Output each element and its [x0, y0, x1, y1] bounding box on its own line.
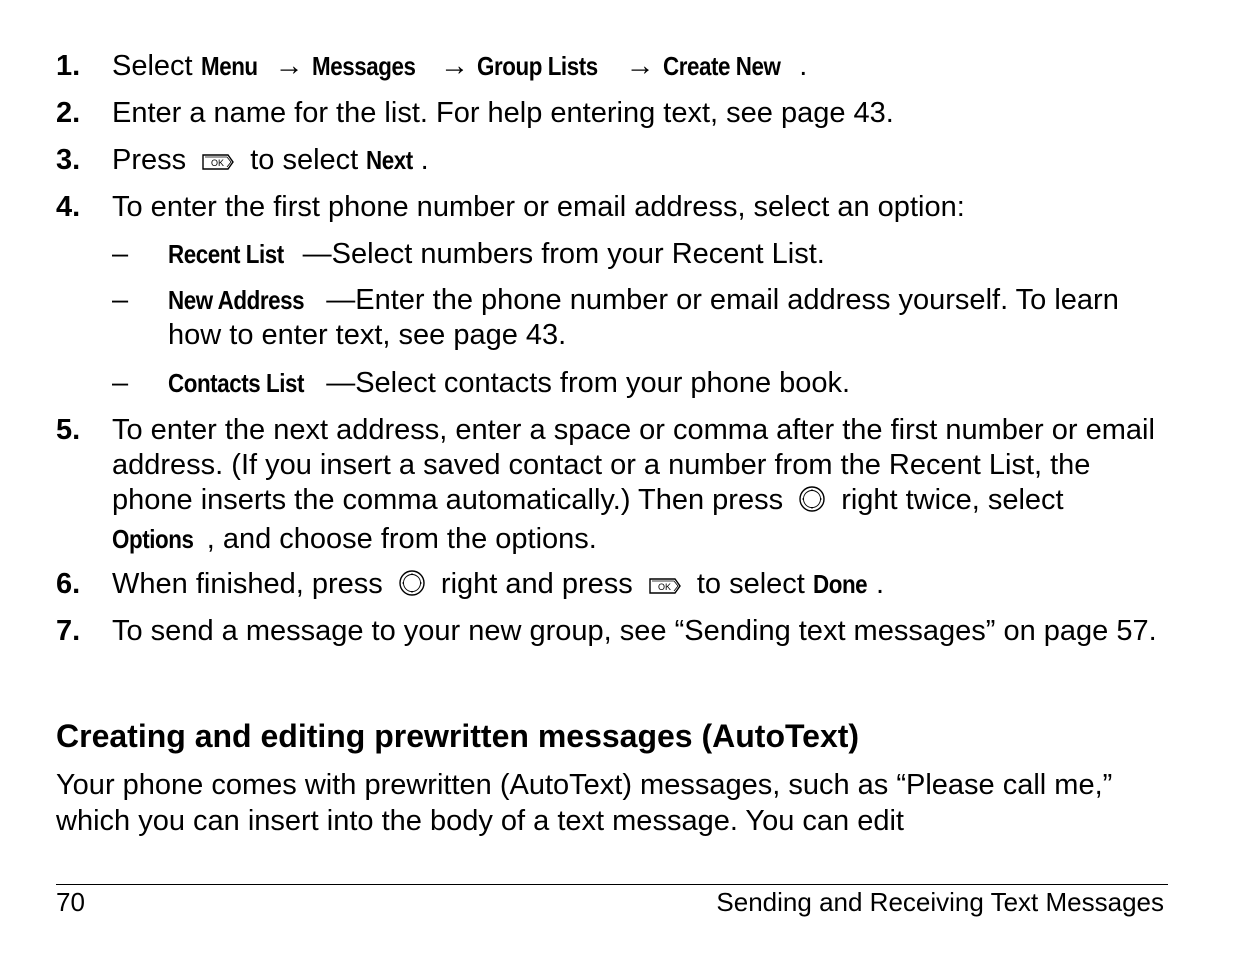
step-text: [112, 567, 1166, 606]
ui-term-new-address: New Address: [168, 285, 305, 315]
step-text: [112, 49, 1166, 84]
ok-key-icon: [647, 571, 683, 606]
dash-bullet: –: [112, 284, 129, 316]
ui-term-contacts-list: Contacts List: [168, 368, 305, 398]
step-number: 5.: [56, 414, 81, 446]
step-number: 7.: [56, 615, 81, 647]
step-number: 2.: [56, 97, 81, 129]
navigation-key-icon: [797, 485, 827, 522]
option-description: —Select contacts from your phone book.: [326, 367, 851, 399]
ui-term-options: Options: [112, 524, 194, 554]
ui-term-group-lists: Group Lists: [477, 51, 598, 81]
step-number: 1.: [56, 50, 81, 82]
text-run: right twice, select: [833, 484, 1064, 516]
arrow-separator: →: [617, 50, 663, 82]
navigation-key-icon: [397, 569, 427, 606]
chapter-title: Sending and Receiving Text Messages: [716, 887, 1164, 917]
dash-bullet: –: [112, 238, 129, 270]
text-run: .: [420, 144, 429, 176]
ui-term-done: Done: [812, 569, 868, 599]
ui-term-menu: Menu: [200, 51, 258, 81]
ui-term-next: Next: [366, 145, 414, 175]
svg-text:OK: OK: [211, 158, 225, 168]
dash-bullet: –: [112, 367, 129, 399]
step-text: [112, 413, 1166, 557]
text-run: When finished, press: [112, 568, 391, 600]
step-text: To enter the first phone number or email address, select an option:: [112, 191, 965, 223]
text-run: Press: [112, 144, 195, 176]
section-paragraph: Your phone comes with prewritten (AutoText) messages, such as “Please call me,” which you can insert into the body of a text message. You can edit: [56, 769, 1113, 837]
text-run: right and press: [432, 568, 641, 600]
option-text: [168, 366, 1168, 401]
footer-rule: [56, 884, 1168, 885]
text-run: .: [799, 50, 808, 82]
text-run: .: [875, 568, 884, 600]
step-text: [112, 143, 1166, 182]
ok-key-icon: [200, 147, 236, 182]
ui-term-recent-list: Recent List: [168, 239, 284, 269]
option-text: [168, 283, 1168, 353]
step-text: Enter a name for the list. For help entering text, see page 43.: [112, 97, 894, 129]
ui-term-messages: Messages: [311, 51, 416, 81]
option-description: —Enter the phone number or email address yourself. To learn how to enter text, see page 43.: [168, 284, 1119, 351]
step-number: 4.: [56, 191, 81, 223]
text-run: to select: [688, 568, 813, 600]
ui-term-create-new: Create New: [662, 51, 781, 81]
section-heading: Creating and editing prewritten messages (AutoText): [56, 718, 860, 754]
text-run: , and choose from the options.: [206, 523, 597, 555]
option-description: —Select numbers from your Recent List.: [302, 238, 825, 270]
arrow-separator: →: [432, 50, 478, 82]
arrow-separator: →: [266, 50, 312, 82]
step-text: To send a message to your new group, see “Sending text messages” on page 57.: [112, 615, 1157, 647]
step-number: 6.: [56, 568, 81, 600]
page-number: 70: [56, 887, 85, 917]
step-number: 3.: [56, 144, 81, 176]
text-run: to select: [242, 144, 367, 176]
option-text: [168, 237, 1168, 272]
text-run: Select: [112, 50, 201, 82]
svg-text:OK: OK: [657, 582, 671, 592]
text-run: To enter the next address, enter a space or comma after the first number or email address. (If you insert a saved contact or a number from the Recent List, the phone inserts the comma automatically.) Then press: [112, 414, 1155, 516]
